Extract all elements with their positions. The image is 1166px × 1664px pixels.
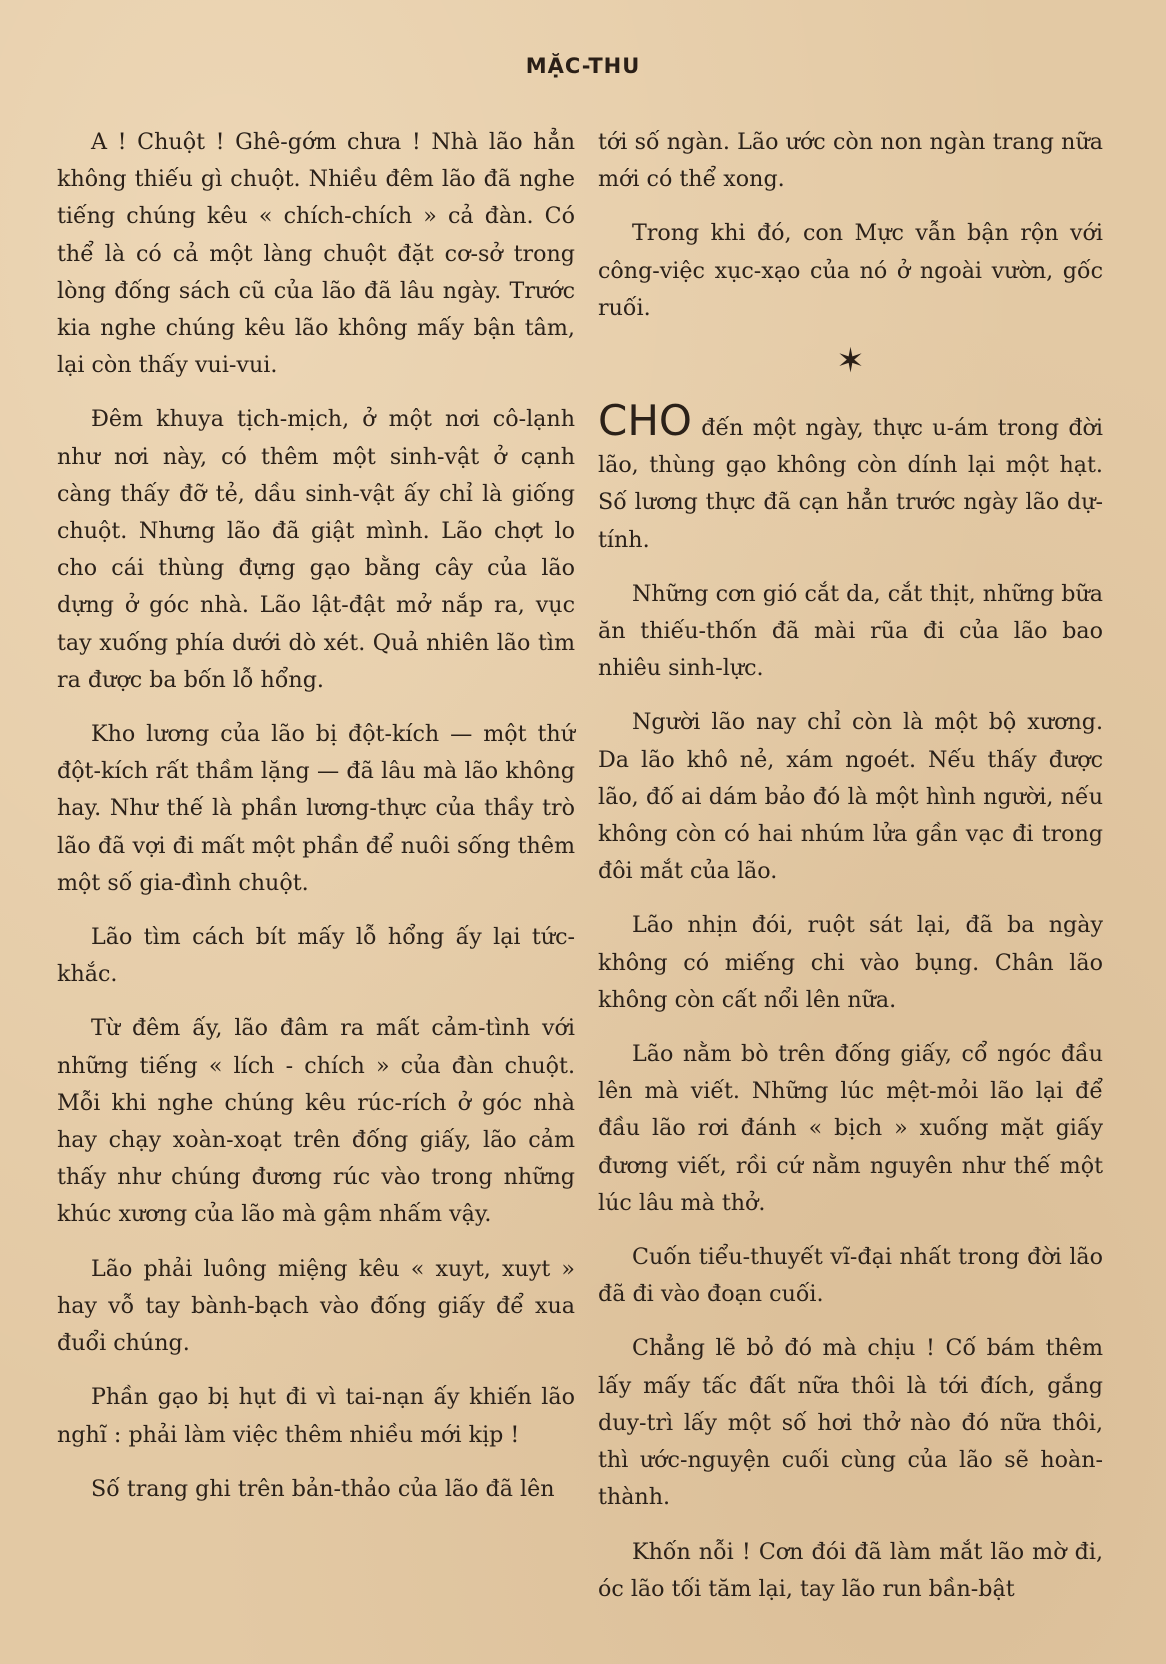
paragraph: Đêm khuya tịch-mịch, ở một nơi cô-lạnh như nơi này, có thêm một sinh-vật ở cạnh càng thấy đỡ tẻ, dầu sinh-vật ấy chỉ là giống chuột. Nhưng lão đã giật mình. Lão chợt lo cho cái thùng đựng gạo bằng cây của lão dựng ở góc nhà. Lão lật-đật mở nắp ra, vục tay xuống phía dưới dò xét. Quả nhiên lão tìm ra được ba bốn lỗ hổng. bbox=[57, 406, 575, 693]
paragraph: Kho lương của lão bị đột-kích — một thứ đột-kích rất thầm lặng — đã lâu mà lão không hay. Như thế là phần lương-thực của thầy trò lão đã vợi đi mất một phần để nuôi sống thêm một số gia-đình chuột. bbox=[57, 721, 575, 896]
right-column bbox=[598, 124, 1103, 1608]
paragraph: Từ đêm ấy, lão đâm ra mất cảm-tình với những tiếng « lích - chích » của đàn chuột. Mỗi khi nghe chúng kêu rúc-rích ở góc nhà hay chạy xoàn-xoạt trên đống giấy, lão cảm thấy như chúng đương rúc vào trong những khúc xương của lão mà gậm nhấm vậy. bbox=[57, 1015, 575, 1228]
paragraph: Lão nằm bò trên đống giấy, cổ ngóc đầu lên mà viết. Những lúc mệt-mỏi lão lại để đầu lão rơi đánh « bịch » xuống mặt giấy đương viết, rồi cứ nằm nguyên như thế một lúc lâu mà thở. bbox=[598, 1041, 1103, 1216]
paragraph: Cuốn tiểu-thuyết vĩ-đại nhất trong đời lão đã đi vào đoạn cuối. bbox=[598, 1244, 1103, 1308]
dropcap-word: CHO bbox=[598, 396, 692, 446]
paragraph: Người lão nay chỉ còn là một bộ xương. Da lão khô nẻ, xám ngoét. Nếu thấy được lão, đố ai dám bảo đó là một hình người, nếu không còn có hai nhúm lửa gần vạc đi trong đôi mắt của lão. bbox=[598, 709, 1103, 885]
paragraph: Những cơn gió cắt da, cắt thịt, những bữa ăn thiếu-thốn đã mài rũa đi của lão bao nhiêu sinh-lực. bbox=[598, 580, 1103, 682]
running-title: MẶC-THU bbox=[525, 54, 641, 78]
paragraph: A ! Chuột ! Ghê-gớm chưa ! Nhà lão hẳn không thiếu gì chuột. Nhiều đêm lão đã nghe tiếng chúng kêu « chích-chích » cả đàn. Có thể là có cả một làng chuột đặt cơ-sở trong lòng đống sách cũ của lão đã lâu ngày. Trước kia nghe chúng kêu lão không mấy bận tâm, lại còn thấy vui-vui. bbox=[57, 129, 575, 379]
paragraph: Lão tìm cách bít mấy lỗ hổng ấy lại tức-khắc. bbox=[57, 924, 575, 988]
continued-paragraph: tới số ngàn. Lão ước còn non ngàn trang nữa mới có thể xong. bbox=[598, 129, 1103, 193]
section-break-ornament: ✶ bbox=[836, 341, 865, 382]
left-column bbox=[57, 124, 575, 1508]
paragraph: Khốn nỗi ! Cơn đói đã làm mắt lão mờ đi, óc lão tối tăm lại, tay lão run bần-bật bbox=[598, 1538, 1103, 1602]
paragraph: Lão nhịn đói, ruột sát lại, đã ba ngày không có miếng chi vào bụng. Chân lão không còn cất nổi lên nữa. bbox=[598, 912, 1103, 1013]
dropcap-paragraph bbox=[598, 396, 1103, 559]
dropcap-paragraph-text: đến một ngày, thực u-ám trong đời lão, thùng gạo không còn dính lại một hạt. Số lương thực đã cạn hẳn trước ngày lão dự-tính. bbox=[598, 415, 1103, 553]
paragraph: Số trang ghi trên bản-thảo của lão đã lên bbox=[91, 1475, 555, 1502]
paragraph: Chẳng lẽ bỏ đó mà chịu ! Cố bám thêm lấy mấy tấc đất nữa thôi là tới đích, gắng duy-trì lấy một số hơi thở nào đó nữa thôi, thì ước-nguyện cuối cùng của lão sẽ hoàn-thành. bbox=[598, 1335, 1103, 1511]
paragraph: Trong khi đó, con Mực vẫn bận rộn với công-việc xục-xạo của nó ở ngoài vườn, gốc ruối. bbox=[598, 220, 1103, 321]
paragraph: Phần gạo bị hụt đi vì tai-nạn ấy khiến lão nghĩ : phải làm việc thêm nhiều mới kịp ! bbox=[57, 1384, 575, 1448]
paragraph: Lão phải luông miệng kêu « xuyt, xuyt » hay vỗ tay bành-bạch vào đống giấy để xua đuổi chúng. bbox=[57, 1255, 575, 1357]
